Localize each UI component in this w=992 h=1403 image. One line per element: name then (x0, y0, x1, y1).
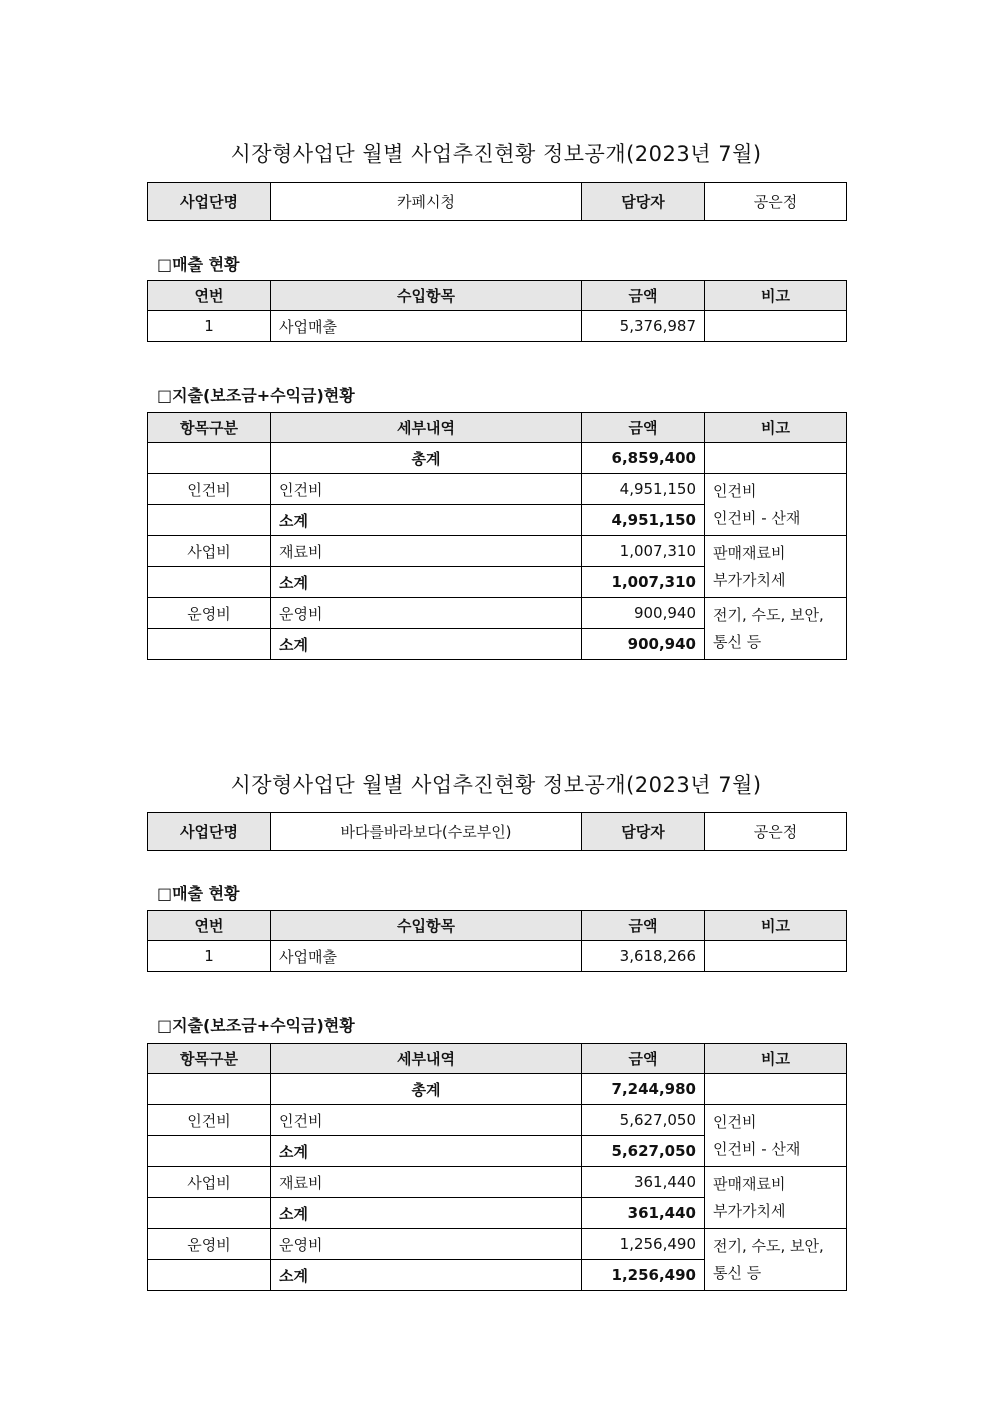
col-header: 세부내역 (271, 1044, 582, 1074)
category: 운영비 (148, 1229, 271, 1260)
col-header: 비고 (705, 413, 847, 443)
note-cell (705, 536, 847, 598)
subtotal-label: 소계 (271, 567, 582, 598)
org-value: 카페시청 (271, 183, 582, 221)
note (705, 311, 847, 342)
note-cell (705, 598, 847, 660)
note-cell (705, 1105, 847, 1167)
subtotal-label: 소계 (271, 1198, 582, 1229)
col-header: 수입항목 (271, 911, 582, 941)
total-amount: 7,244,980 (582, 1074, 705, 1105)
sales-section-label: □매출 현황 (157, 255, 240, 274)
col-header: 비고 (705, 911, 847, 941)
col-header: 비고 (705, 1044, 847, 1074)
org-value: 바다를바라보다(수로부인) (271, 813, 582, 851)
report-title: 시장형사업단 월별 사업추진현황 정보공개(2023년 7월) (230, 773, 762, 797)
note (705, 941, 847, 972)
subtotal-label: 소계 (271, 1136, 582, 1167)
sales-table (147, 280, 847, 342)
table-row (148, 1229, 847, 1260)
manager-value: 공은정 (705, 813, 847, 851)
subtotal-amount: 900,940 (582, 629, 705, 660)
amount: 4,951,150 (582, 474, 705, 505)
manager-value: 공은정 (705, 183, 847, 221)
note-line: 판매재료비 (713, 1174, 786, 1193)
note-line: 판매재료비 (713, 543, 786, 562)
info-table (147, 812, 847, 851)
amount: 1,256,490 (582, 1229, 705, 1260)
note-line: 부가가치세 (713, 570, 786, 589)
expense-section-label: □지출(보조금+수익금)현황 (157, 1016, 355, 1035)
report-title: 시장형사업단 월별 사업추진현황 정보공개(2023년 7월) (230, 142, 762, 166)
table-row (148, 1105, 847, 1136)
total-row (148, 443, 847, 474)
category: 인건비 (148, 474, 271, 505)
note-line: 전기, 수도, 보안, (713, 605, 824, 624)
table-row (148, 311, 847, 342)
subtotal-label: 소계 (271, 505, 582, 536)
col-header: 세부내역 (271, 413, 582, 443)
expense-table (147, 1043, 847, 1291)
org-label: 사업단명 (148, 813, 271, 851)
org-label: 사업단명 (148, 183, 271, 221)
row-number: 1 (148, 941, 271, 972)
amount: 361,440 (582, 1167, 705, 1198)
total-label: 총계 (271, 443, 582, 474)
total-amount: 6,859,400 (582, 443, 705, 474)
sales-table (147, 910, 847, 972)
note-line: 부가가치세 (713, 1201, 786, 1220)
info-table (147, 182, 847, 221)
sales-section-label: □매출 현황 (157, 884, 240, 903)
note-cell (705, 474, 847, 536)
note-cell (705, 1167, 847, 1229)
col-header: 연번 (148, 911, 271, 941)
subtotal-amount: 4,951,150 (582, 505, 705, 536)
col-header: 비고 (705, 281, 847, 311)
table-row (148, 536, 847, 567)
detail: 재료비 (271, 536, 582, 567)
subtotal-amount: 1,007,310 (582, 567, 705, 598)
expense-table (147, 412, 847, 660)
detail: 인건비 (271, 474, 582, 505)
table-row (148, 1167, 847, 1198)
total-row (148, 1074, 847, 1105)
col-header: 금액 (582, 911, 705, 941)
note-line: 인건비 (713, 1112, 757, 1131)
subtotal-label: 소계 (271, 629, 582, 660)
note-line: 인건비 - 산재 (713, 1139, 801, 1158)
note-cell (705, 1229, 847, 1291)
amount: 3,618,266 (582, 941, 705, 972)
detail: 운영비 (271, 1229, 582, 1260)
subtotal-amount: 5,627,050 (582, 1136, 705, 1167)
detail: 인건비 (271, 1105, 582, 1136)
amount: 5,376,987 (582, 311, 705, 342)
category: 운영비 (148, 598, 271, 629)
category: 사업비 (148, 1167, 271, 1198)
note-line: 전기, 수도, 보안, (713, 1236, 824, 1255)
note-line: 통신 등 (713, 632, 762, 651)
table-row (148, 598, 847, 629)
expense-section-label: □지출(보조금+수익금)현황 (157, 386, 355, 405)
amount: 900,940 (582, 598, 705, 629)
subtotal-label: 소계 (271, 1260, 582, 1291)
subtotal-amount: 1,256,490 (582, 1260, 705, 1291)
row-number: 1 (148, 311, 271, 342)
detail: 운영비 (271, 598, 582, 629)
note-line: 통신 등 (713, 1263, 762, 1282)
table-row (148, 474, 847, 505)
amount: 5,627,050 (582, 1105, 705, 1136)
detail: 재료비 (271, 1167, 582, 1198)
col-header: 연번 (148, 281, 271, 311)
income-item: 사업매출 (271, 941, 582, 972)
note-line: 인건비 (713, 481, 757, 500)
table-row (148, 941, 847, 972)
total-label: 총계 (271, 1074, 582, 1105)
col-header: 금액 (582, 1044, 705, 1074)
category: 사업비 (148, 536, 271, 567)
amount: 1,007,310 (582, 536, 705, 567)
manager-label: 담당자 (582, 183, 705, 221)
note-line: 인건비 - 산재 (713, 508, 801, 527)
category: 인건비 (148, 1105, 271, 1136)
subtotal-amount: 361,440 (582, 1198, 705, 1229)
col-header: 금액 (582, 281, 705, 311)
manager-label: 담당자 (582, 813, 705, 851)
col-header: 항목구분 (148, 413, 271, 443)
col-header: 수입항목 (271, 281, 582, 311)
col-header: 항목구분 (148, 1044, 271, 1074)
col-header: 금액 (582, 413, 705, 443)
income-item: 사업매출 (271, 311, 582, 342)
